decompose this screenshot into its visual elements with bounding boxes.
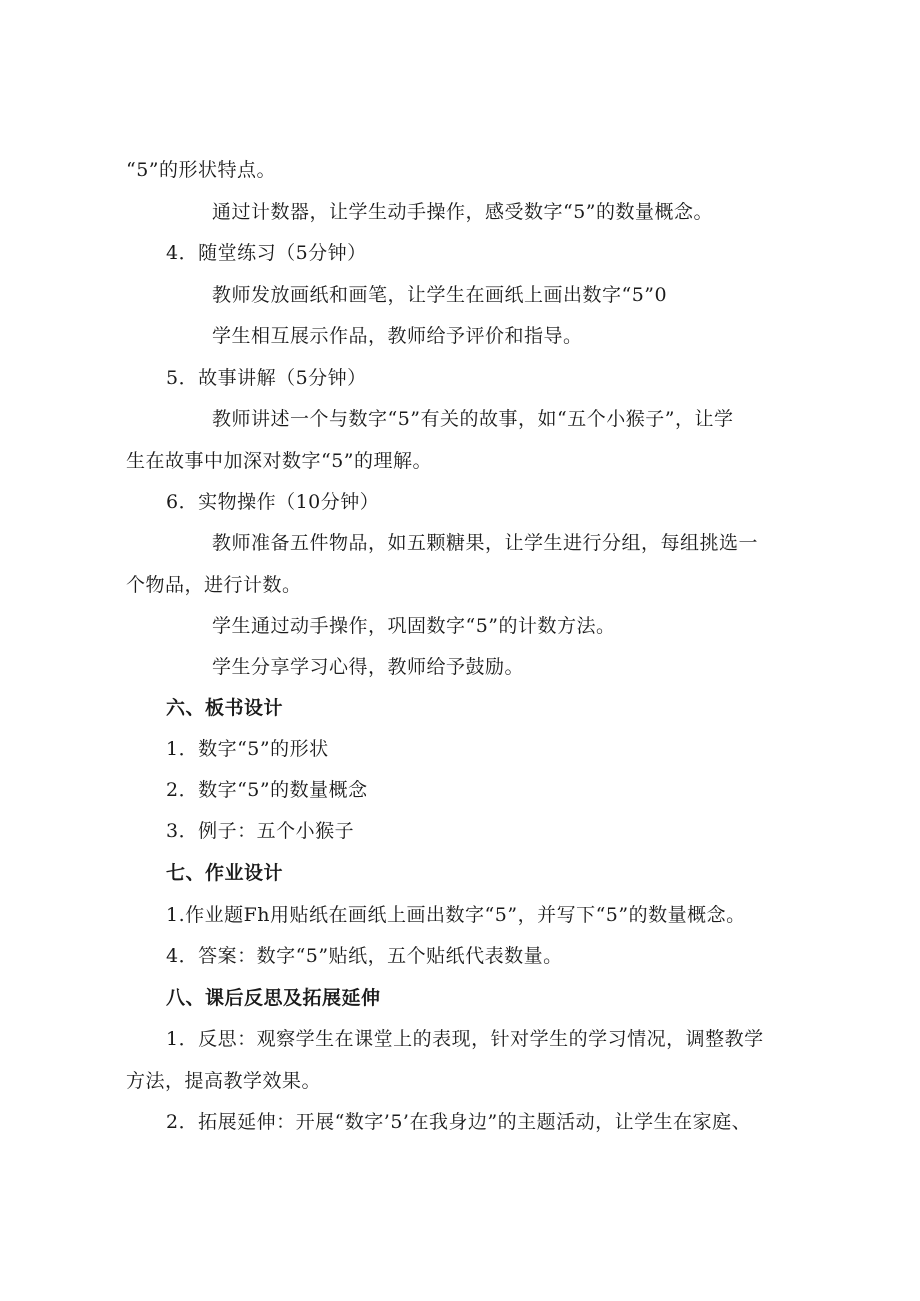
paragraph-line: 教师发放画纸和画笔，让学生在画纸上画出数字“5”0	[212, 284, 668, 306]
list-item: 4．答案：数字“5”贴纸，五个贴纸代表数量。	[166, 945, 563, 967]
paragraph-line: 教师准备五件物品，如五颗糖果，让学生进行分组，每组挑选一	[212, 532, 759, 554]
paragraph-line: 生在故事中加深对数字“5”的理解。	[126, 450, 433, 472]
paragraph-line: 学生相互展示作品，教师给予评价和指导。	[212, 325, 583, 347]
list-item: 2．数字“5”的数量概念	[166, 779, 368, 801]
paragraph-line: 教师讲述一个与数字“5”有关的故事，如“五个小猴子”，让学	[212, 408, 734, 430]
paragraph-line: “5”的形状特点。	[126, 159, 277, 181]
list-item: 6．实物操作（10分钟）	[166, 491, 380, 513]
list-item: 1．反思：观察学生在课堂上的表现，针对学生的学习情况，调整教学	[166, 1028, 764, 1050]
list-item: 2．拓展延伸：开展“数字’5’在我身边”的主题活动，让学生在家庭、	[166, 1111, 752, 1133]
list-item: 5．故事讲解（5分钟）	[166, 367, 367, 389]
paragraph-line: 方法，提高教学效果。	[126, 1070, 322, 1092]
paragraph-line: 学生通过动手操作，巩固数字“5”的计数方法。	[212, 615, 616, 637]
list-item: 1.作业题Fh用贴纸在画纸上画出数字“5”，并写下“5”的数量概念。	[166, 904, 746, 926]
section-heading: 八、课后反思及拓展延伸	[166, 987, 381, 1009]
list-item: 3．例子：五个小猴子	[166, 820, 355, 842]
paragraph-line: 个物品，进行计数。	[126, 574, 302, 596]
section-heading: 六、板书设计	[166, 697, 284, 719]
paragraph-line: 学生分享学习心得，教师给予鼓励。	[212, 656, 525, 678]
section-heading: 七、作业设计	[166, 862, 284, 884]
list-item: 1．数字“5”的形状	[166, 738, 329, 760]
list-item: 4．随堂练习（5分钟）	[166, 242, 367, 264]
paragraph-line: 通过计数器，让学生动手操作，感受数字“5”的数量概念。	[212, 201, 714, 223]
